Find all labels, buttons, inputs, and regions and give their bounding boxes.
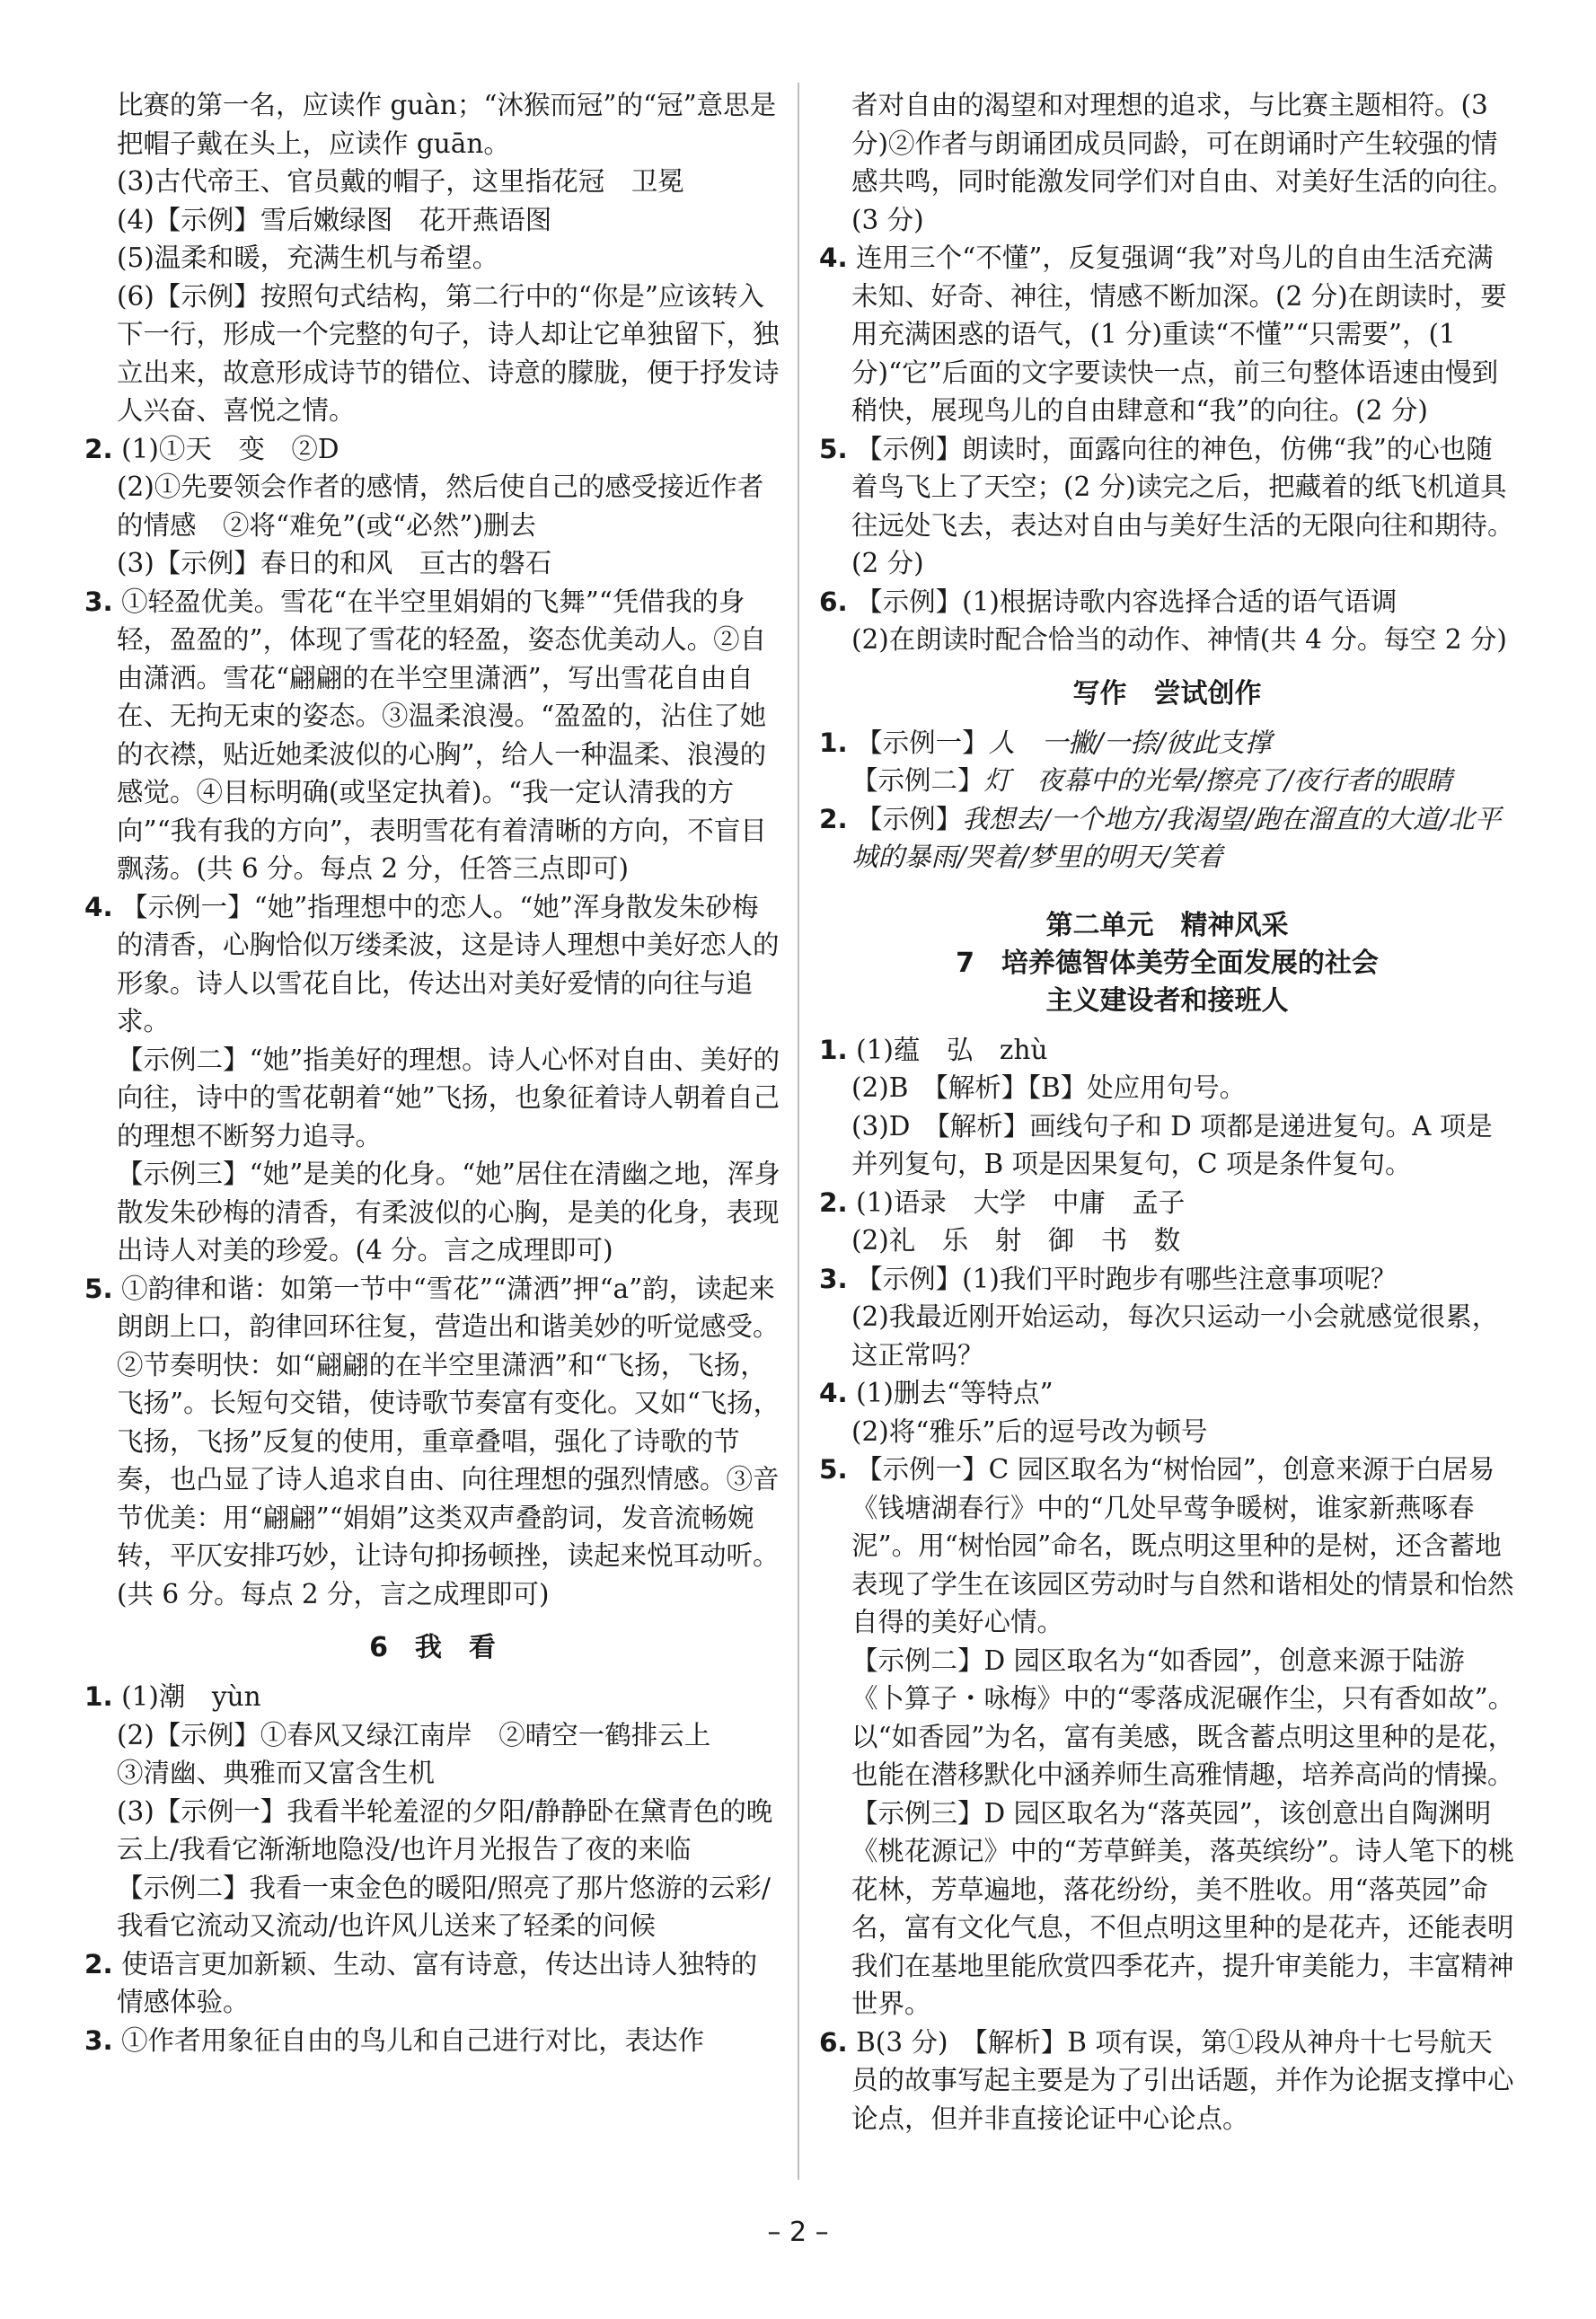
answer-text: 【示例二】“她”指美好的理想。诗人心怀对自由、美好的向往，诗中的雪花朝着“她”飞扬，也象征着诗人朝着自己的理想不断努力追寻。 — [117, 1044, 780, 1151]
unit-title: 第二单元 精神风采 — [1045, 909, 1289, 941]
question-number: 1. — [819, 727, 848, 758]
question-number: 1. — [84, 1681, 113, 1712]
question-number: 6. — [819, 2026, 848, 2058]
question-6 — [819, 2024, 1515, 2138]
answer-text: B(3 分) 【解析】B 项有误，第①段从神舟十七号航天员的故事写起主要是为了引出话题，并作为论据支撑中心论点，但并非直接论证中心论点。 — [851, 2026, 1514, 2134]
answer-text: (1)语录 大学 中庸 孟子 — [856, 1186, 1186, 1218]
question-number: 3. — [84, 586, 113, 617]
answer-text: ①作者用象征自由的鸟儿和自己进行对比，表达作 — [121, 2024, 705, 2056]
example-tag: 【示例二】 — [851, 765, 984, 796]
answer-text: 者对自由的渴望和对理想的追求，与比赛主题相符。(3 分)②作者与朗诵团成员同龄，可在朗诵时产生较强的情感共鸣，同时能激发同学们对自由、对美好生活的向往。(3 分) — [851, 90, 1514, 235]
answer-text: (2)在朗读时配合恰当的动作、神情(共 4 分。每空 2 分) — [851, 624, 1507, 655]
answer-text: 【示例三】“她”是美的化身。“她”居住在清幽之地，浑身散发朱砂梅的清香，有柔波似的心胸，是美的化身，表现出诗人对美的珍爱。(4 分。言之成理即可) — [117, 1159, 780, 1265]
answer-text: (1)①天 变 ②D — [121, 433, 339, 464]
question-number: 3. — [84, 2024, 113, 2056]
answer-text: 【示例】(1)根据诗歌内容选择合适的语气语调 — [856, 586, 1398, 617]
answer-text: (2)礼 乐 射 御 书 数 — [851, 1225, 1181, 1256]
right-column — [819, 86, 1515, 2138]
answer-text: (5)温柔和暖，充满生机与希望。 — [117, 242, 499, 273]
question-1 — [819, 724, 1515, 763]
answer-text: 【示例一】C 园区取名为“树怡园”，创意来源于白居易《钱塘湖春行》中的“几处早莺争暖树，谁家新燕啄春泥”。用“树怡园”命名，既点明这里种的是树，还含蓄地表现了学生在该园区劳动时与自然和谐相处的情景和怡然自得的美好心情。 — [851, 1454, 1514, 1637]
column-divider — [798, 83, 799, 2180]
answer-text: 【示例三】D 园区取名为“落英园”，该创意出自陶渊明《桃花源记》中的“芳草鲜美，落英缤纷”。诗人笔下的桃花林，芳草遍地，落花纷纷，美不胜收。用“落英园”命名，富有文化气息，不但点明这里种的是花卉，还能表明我们在基地里能欣赏四季花卉，提升审美能力，丰富精神世界。 — [851, 1797, 1515, 2019]
answer-text: (3)【示例一】我看半轮羞涩的夕阳/静静卧在黛青色的晚云上/我看它渐渐地隐没/也许月光报告了夜的来临 — [117, 1795, 773, 1865]
example-tag: 【示例】 — [856, 803, 963, 834]
question-2 — [819, 800, 1515, 877]
answer-text: 【示例】朗读时，面露向往的神色，仿佛“我”的心也随着鸟飞上了天空；(2 分)读完之后，把藏着的纸飞机道具往远处飞去，表达对自由与美好生活的无限向往和期待。(2 分) — [851, 433, 1514, 578]
question-number: 3. — [819, 1263, 848, 1294]
question-2 — [819, 1184, 1515, 1222]
example-tag: 【示例一】 — [856, 727, 989, 758]
question-number: 2. — [84, 433, 113, 464]
answer-text: (2)我最近刚开始运动，每次只运动一小会就感觉很累，这正常吗？ — [851, 1301, 1499, 1371]
section-title: 写作 尝试创作 — [1072, 677, 1262, 710]
answer-text: 使语言更加新颖、生动、富有诗意，传达出诗人独特的情感体验。 — [117, 1948, 758, 2017]
poem-answer: 灯 夜幕中的光晕/擦亮了/夜行者的眼睛 — [983, 765, 1452, 796]
question-number: 5. — [84, 1273, 113, 1304]
answer-text: (1)删去“等特点” — [856, 1378, 1054, 1408]
answer-text: (2)【示例】①春风又绿江南岸 ②晴空一鹤排云上 — [117, 1719, 711, 1750]
answer-text: (2)将“雅乐”后的逗号改为顿号 — [851, 1415, 1208, 1447]
question-number: 2. — [819, 1186, 848, 1218]
question-4 — [819, 1374, 1515, 1413]
answer-text: 【示例一】“她”指理想中的恋人。“她”浑身散发朱砂梅的清香，心胸恰似万缕柔波，这是诗人理想中美好恋人的形象。诗人以雪花自比，传达出对美好爱情的向往与追求。 — [117, 891, 780, 1036]
question-number: 4. — [819, 242, 848, 273]
question-5 — [819, 430, 1515, 583]
left-column — [84, 86, 780, 2059]
answer-text: (2)B 【解析】【B】处应用句号。 — [851, 1072, 1247, 1103]
lesson-title: 7 培养德智体美劳全面发展的社会 — [956, 947, 1379, 979]
question-2 — [84, 1945, 780, 2022]
question-5 — [819, 1450, 1515, 1642]
answer-text: 【示例】(1)我们平时跑步有哪些注意事项呢？ — [856, 1263, 1398, 1294]
question-4 — [819, 239, 1515, 430]
answer-text: (2)①先要领会作者的感情，然后使自己的感受接近作者的情感 ②将“难免”(或“必然”)删去 — [117, 472, 764, 541]
question-number: 5. — [819, 1454, 848, 1485]
answer-text: ①轻盈优美。雪花“在半空里娟娟的飞舞”“凭借我的身轻，盈盈的”，体现了雪花的轻盈，姿态优美动人。②自由潇洒。雪花“翩翩的在半空里潇洒”，写出雪花自由自在、无拘无束的姿态。③温柔浪漫。“盈盈的，沾住了她的衣襟，贴近她柔波似的心胸”，给人一种温柔、浪漫的感觉。④目标明确(或坚定执着)。“我一定认清我的方向”“我有我的方向”，表明雪花有着清晰的方向，不盲目飘荡。(共 6 分。每点 2 分，任答三点即可) — [117, 586, 767, 884]
lesson-title: 主义建设者和接班人 — [1045, 984, 1289, 1017]
question-number: 4. — [84, 891, 113, 922]
question-number: 4. — [819, 1378, 848, 1408]
answer-text: 【示例二】我看一束金色的暖阳/照亮了那片悠游的云彩/我看它流动又流动/也许风儿送来了轻柔的问候 — [117, 1872, 771, 1941]
answer-text: (3)D 【解析】画线句子和 D 项都是递进复句。A 项是并列复句，B 项是因果复句，C 项是条件复句。 — [851, 1110, 1493, 1179]
question-number: 2. — [819, 803, 848, 834]
question-6 — [819, 583, 1515, 622]
answer-text: 比赛的第一名，应读作 guàn；“沐猴而冠”的“冠”意思是把帽子戴在头上，应读作 guān。 — [117, 90, 777, 159]
question-3 — [819, 1260, 1515, 1299]
answer-text: (3)古代帝王、官员戴的帽子，这里指花冠 卫冕 — [117, 166, 684, 197]
answer-text: (4)【示例】雪后嫩绿图 花开燕语图 — [117, 204, 552, 235]
answer-text: (1)蕴 弘 zhù — [856, 1034, 1048, 1065]
lesson-title: 6 我 看 — [369, 1632, 496, 1663]
answer-text: ①韵律和谐：如第一节中“雪花”“潇洒”押“a”韵，读起来朗朗上口，韵律回环往复，营造出和谐美妙的听觉感受。②节奏明快：如“翩翩的在半空里潇洒”和“飞扬，飞扬，飞扬”。长短句交错，使诗歌节奏富有变化。又如“飞扬，飞扬，飞扬”反复的使用，重章叠唱，强化了诗歌的节奏，也凸显了诗人追求自由、向往理想的强烈情感。③音节优美：用“翩翩”“娟娟”这类双声叠韵词，发音流畅婉转，平仄安排巧妙，让诗句抑扬顿挫，读起来悦耳动听。(共 6 分。每点 2 分，言之成理即可) — [117, 1273, 780, 1609]
answer-text: 【示例二】D 园区取名为“如香园”，创意来源于陆游《卜算子・咏梅》中的“零落成泥碾作尘，只有香如故”。以“如香园”为名，富有美感，既含蓄点明这里种的是花，也能在潜移默化中涵养师生高雅情趣，培养高尚的情操。 — [851, 1644, 1515, 1790]
question-5 — [84, 1270, 780, 1614]
answer-text: (3)【示例】春日的和风 亘古的磐石 — [117, 548, 552, 578]
question-number: 6. — [819, 586, 848, 617]
question-3 — [84, 583, 780, 888]
answer-text: (6)【示例】按照句式结构，第二行中的“你是”应该转入下一行，形成一个完整的句子，诗人却让它单独留下，独立出来，故意形成诗节的错位、诗意的朦胧，便于抒发诗人兴奋、喜悦之情。 — [117, 280, 780, 426]
page-number: – 2 – — [767, 2217, 829, 2248]
answer-text: ③清幽、典雅而又富含生机 — [117, 1758, 436, 1788]
poem-answer: 人 一撇/一捺/彼此支撑 — [988, 727, 1272, 758]
question-2 — [84, 430, 780, 469]
question-4 — [84, 888, 780, 1041]
question-number: 1. — [819, 1034, 848, 1065]
question-3 — [84, 2022, 780, 2060]
answer-line — [819, 762, 1515, 800]
poem-answer: 我想去/一个地方/我渴望/跑在溜直的大道/北平城的暴雨/哭着/梦里的明天/笑着 — [851, 803, 1502, 872]
question-1 — [819, 1031, 1515, 1070]
answer-text: (1)潮 yùn — [121, 1681, 261, 1712]
question-1 — [84, 1678, 780, 1716]
question-number: 5. — [819, 433, 848, 464]
question-number: 2. — [84, 1948, 113, 1980]
answer-text: 连用三个“不懂”，反复强调“我”对鸟儿的自由生活充满未知、好奇、神往，情感不断加深。(2 分)在朗读时，要用充满困惑的语气，(1 分)重读“不懂”“只需要”，(1 分)“它”后面的文字要读快一点，前三句整体语速由慢到稍快，展现鸟儿的自由肆意和“我”的向往。(2 分) — [851, 242, 1507, 426]
